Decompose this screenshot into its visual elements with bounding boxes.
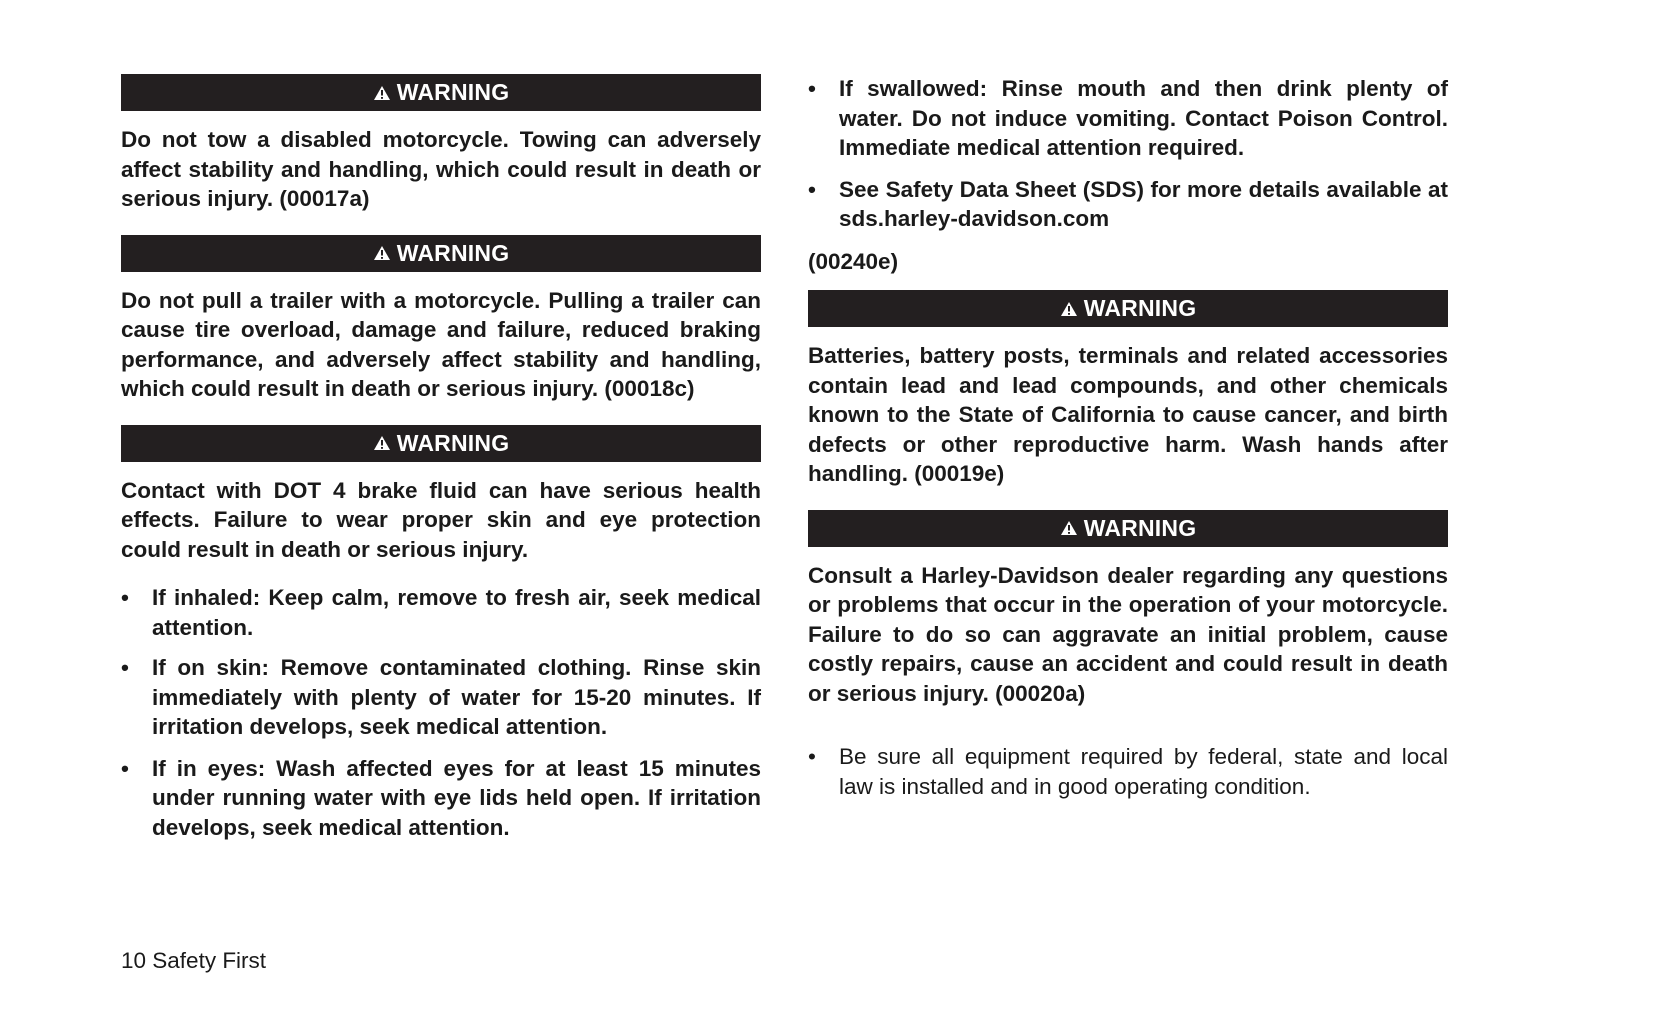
page-footer: 10 Safety First	[121, 948, 267, 973]
warning-triangle-icon	[373, 85, 391, 101]
warning-triangle-icon	[373, 245, 391, 261]
warning-triangle-icon	[373, 435, 391, 451]
list-item: • Be sure all equipment required by federal, state and local law is installed and in good operating condition.	[808, 742, 1448, 801]
list-item: • If in eyes: Wash affected eyes for at least 15 minutes under running water with eye lids held open. If irritation develops, seek medical attention.	[121, 754, 761, 843]
warning-label: WARNING	[1083, 295, 1197, 321]
brake-fluid-first-aid-list-continued	[808, 74, 1448, 234]
warning-label: WARNING	[1083, 514, 1197, 541]
warning-text-brake-fluid: Contact with DOT 4 brake fluid can have serious health effects. Failure to wear proper skin and eye protection could result in death or serious injury.	[121, 477, 761, 562]
warning-code: (00240e)	[808, 248, 899, 274]
warning-label: WARNING	[396, 429, 510, 456]
list-item: • If inhaled: Keep calm, remove to fresh air, seek medical attention.	[121, 583, 761, 642]
warning-banner-2	[121, 235, 761, 272]
list-item: • If swallowed: Rinse mouth and then drink plenty of water. Do not induce vomiting. Contact Poison Control. Immediate medical attention required.	[808, 74, 1448, 163]
warning-banner-5	[808, 510, 1448, 547]
list-item: • See Safety Data Sheet (SDS) for more details available at sds.harley-davidson.com	[808, 175, 1448, 234]
warning-text-trailer: Do not pull a trailer with a motorcycle. Pulling a trailer can cause tire overload, damage and failure, reduced braking performance, and adversely affect stability and handling, which could result in death or serious injury. (00018c)	[121, 287, 761, 401]
list-item: • If on skin: Remove contaminated clothing. Rinse skin immediately with plenty of water for 15-20 minutes. If irritation develops, seek medical attention.	[121, 653, 761, 742]
right-column	[808, 74, 1448, 801]
warning-banner-3	[121, 425, 761, 462]
brake-fluid-first-aid-list	[121, 583, 761, 842]
warning-text-tow: Do not tow a disabled motorcycle. Towing can adversely affect stability and handling, which could result in death or serious injury. (00017a)	[121, 127, 761, 211]
left-column	[121, 74, 761, 842]
warning-label: WARNING	[396, 239, 510, 266]
equipment-note-list	[808, 742, 1448, 801]
warning-text-battery: Batteries, battery posts, terminals and related accessories contain lead and lead compounds, and other chemicals known to the State of California to cause cancer, and birth defects or other reproductive harm. Wash hands after handling. (00019e)	[808, 343, 1448, 486]
warning-text-dealer: Consult a Harley-Davidson dealer regarding any questions or problems that occur in the operation of your motorcycle. Failure to do so can aggravate an initial problem, cause costly repairs, cause an accident and could result in death or serious injury. (00020a)	[808, 562, 1448, 706]
warning-triangle-icon	[1060, 520, 1078, 536]
warning-triangle-icon	[1060, 301, 1078, 317]
warning-label: WARNING	[396, 79, 510, 105]
warning-banner-4	[808, 290, 1448, 327]
warning-banner-1	[121, 74, 761, 111]
